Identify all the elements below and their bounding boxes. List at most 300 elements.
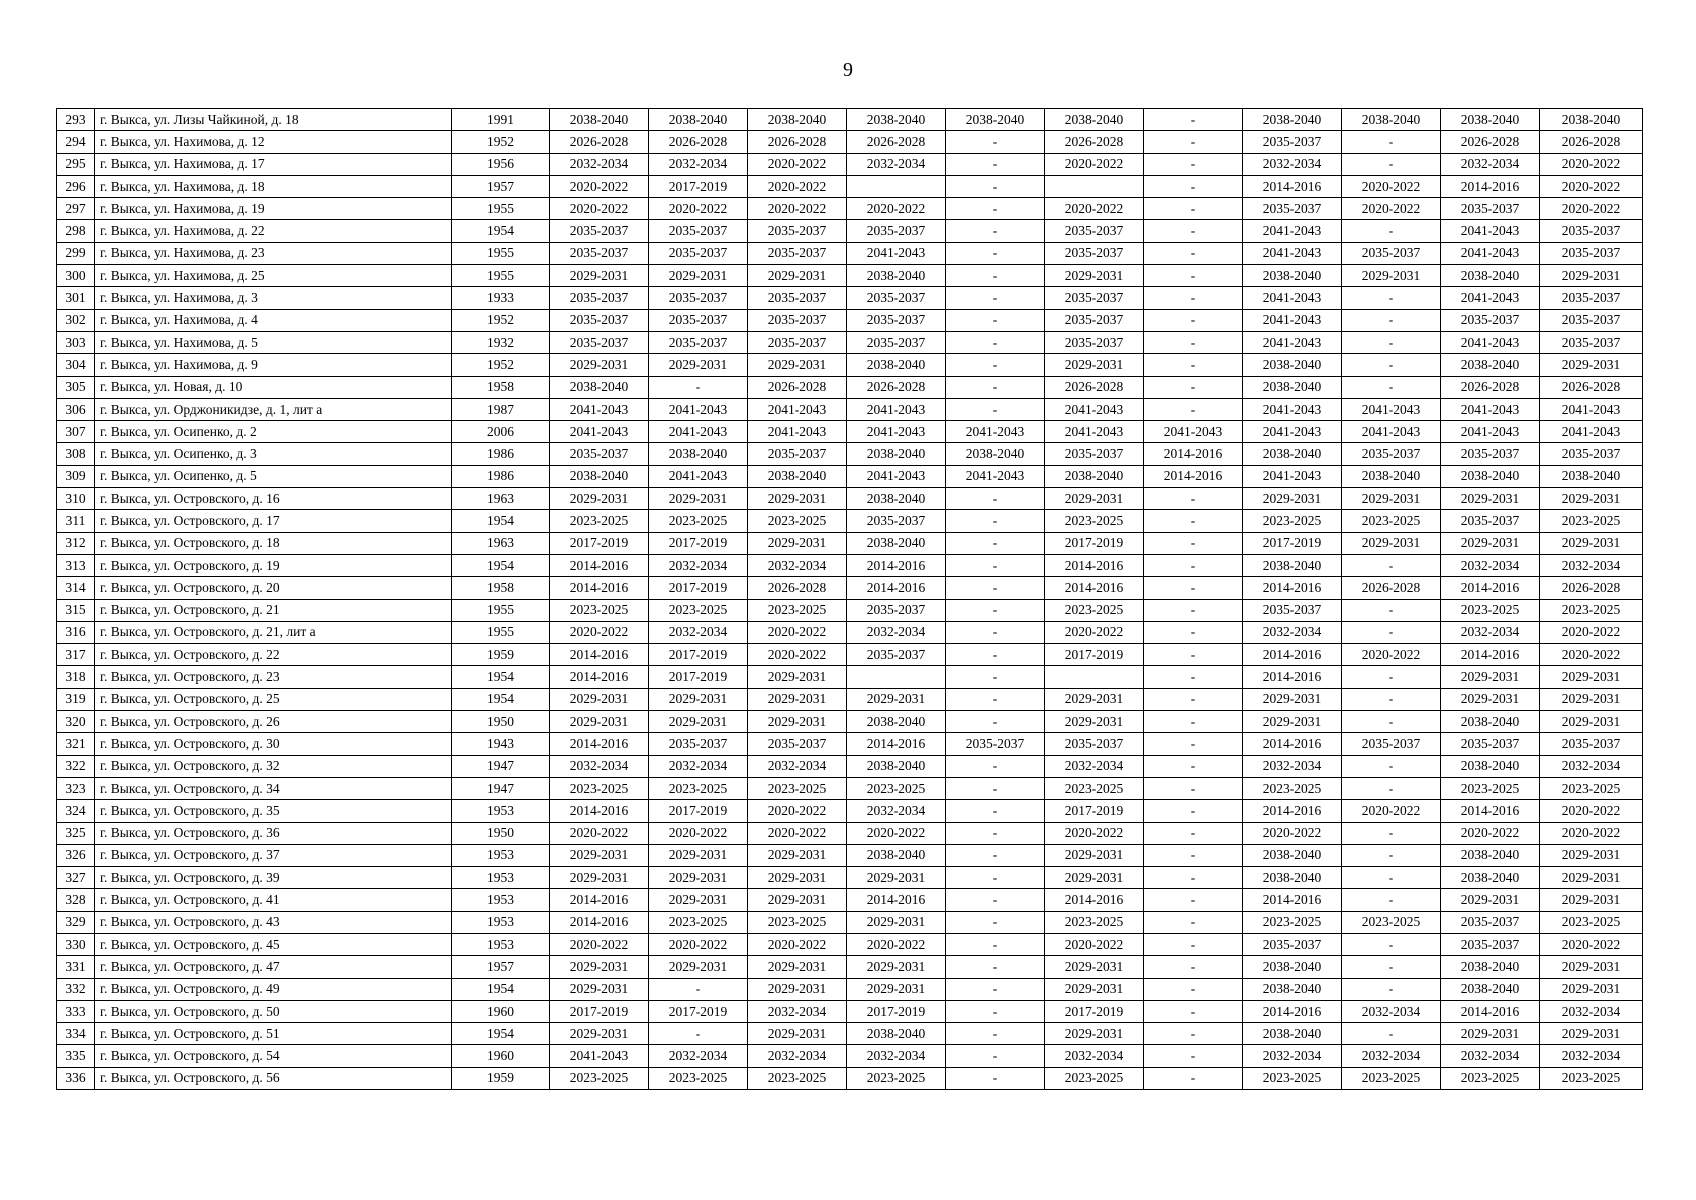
period-cell-3: 2026-2028	[748, 577, 847, 599]
period-cell-7: -	[1144, 800, 1243, 822]
period-cell-10: 2029-2031	[1441, 532, 1540, 554]
period-cell-6: 2035-2037	[1045, 287, 1144, 309]
period-cell-3: 2041-2043	[748, 398, 847, 420]
address-cell: г. Выкса, ул. Островского, д. 34	[95, 777, 452, 799]
table-row	[57, 287, 1643, 309]
period-cell-4: 2035-2037	[847, 644, 946, 666]
period-cell-9: 2020-2022	[1342, 800, 1441, 822]
period-cell-10: 2038-2040	[1441, 711, 1540, 733]
period-cell-9: 2035-2037	[1342, 733, 1441, 755]
period-cell-7: -	[1144, 287, 1243, 309]
period-cell-10: 2035-2037	[1441, 933, 1540, 955]
year-cell: 1954	[452, 666, 550, 688]
period-cell-9: -	[1342, 889, 1441, 911]
period-cell-2: 2017-2019	[649, 800, 748, 822]
period-cell-6: 2029-2031	[1045, 978, 1144, 1000]
period-cell-9: 2038-2040	[1342, 465, 1441, 487]
period-cell-11: 2029-2031	[1540, 488, 1643, 510]
period-cell-5: -	[946, 131, 1045, 153]
address-cell: г. Выкса, ул. Новая, д. 10	[95, 376, 452, 398]
period-cell-6	[1045, 175, 1144, 197]
period-cell-9: -	[1342, 220, 1441, 242]
period-cell-11: 2035-2037	[1540, 287, 1643, 309]
row-number: 329	[57, 911, 95, 933]
table-row	[57, 175, 1643, 197]
period-cell-7: -	[1144, 131, 1243, 153]
row-number: 334	[57, 1023, 95, 1045]
period-cell-3: 2032-2034	[748, 1045, 847, 1067]
period-cell-1: 2041-2043	[550, 421, 649, 443]
row-number: 303	[57, 331, 95, 353]
period-cell-11: 2023-2025	[1540, 1067, 1643, 1089]
period-cell-8: 2017-2019	[1243, 532, 1342, 554]
period-cell-2: 2023-2025	[649, 777, 748, 799]
period-cell-6: 2032-2034	[1045, 1045, 1144, 1067]
period-cell-8: 2023-2025	[1243, 1067, 1342, 1089]
period-cell-5: -	[946, 287, 1045, 309]
period-cell-11: 2023-2025	[1540, 777, 1643, 799]
period-cell-4: 2038-2040	[847, 488, 946, 510]
row-number: 309	[57, 465, 95, 487]
address-cell: г. Выкса, ул. Островского, д. 37	[95, 844, 452, 866]
period-cell-8: 2038-2040	[1243, 354, 1342, 376]
period-cell-3: 2041-2043	[748, 421, 847, 443]
period-cell-1: 2029-2031	[550, 978, 649, 1000]
period-cell-5: 2041-2043	[946, 465, 1045, 487]
period-cell-11: 2041-2043	[1540, 421, 1643, 443]
period-cell-3: 2023-2025	[748, 911, 847, 933]
period-cell-11: 2032-2034	[1540, 1000, 1643, 1022]
period-cell-3: 2020-2022	[748, 800, 847, 822]
period-cell-4: 2029-2031	[847, 956, 946, 978]
period-cell-11: 2032-2034	[1540, 554, 1643, 576]
period-cell-2: 2023-2025	[649, 911, 748, 933]
table-row	[57, 510, 1643, 532]
period-cell-5: -	[946, 488, 1045, 510]
address-cell: г. Выкса, ул. Нахимова, д. 17	[95, 153, 452, 175]
period-cell-6: 2035-2037	[1045, 309, 1144, 331]
table-row	[57, 844, 1643, 866]
period-cell-10: 2035-2037	[1441, 309, 1540, 331]
period-cell-6: 2032-2034	[1045, 755, 1144, 777]
period-cell-10: 2023-2025	[1441, 777, 1540, 799]
period-cell-4: 2041-2043	[847, 465, 946, 487]
period-cell-2: 2020-2022	[649, 198, 748, 220]
row-number: 307	[57, 421, 95, 443]
period-cell-9: 2020-2022	[1342, 198, 1441, 220]
year-cell: 1963	[452, 488, 550, 510]
address-cell: г. Выкса, ул. Островского, д. 23	[95, 666, 452, 688]
period-cell-11: 2029-2031	[1540, 666, 1643, 688]
period-cell-6: 2017-2019	[1045, 644, 1144, 666]
period-cell-10: 2041-2043	[1441, 242, 1540, 264]
period-cell-10: 2035-2037	[1441, 443, 1540, 465]
year-cell: 1959	[452, 644, 550, 666]
table-row	[57, 666, 1643, 688]
period-cell-3: 2029-2031	[748, 956, 847, 978]
period-cell-7: -	[1144, 554, 1243, 576]
period-cell-11: 2041-2043	[1540, 398, 1643, 420]
period-cell-9: -	[1342, 621, 1441, 643]
period-cell-4: 2029-2031	[847, 688, 946, 710]
period-cell-8: 2014-2016	[1243, 800, 1342, 822]
period-cell-4: 2038-2040	[847, 755, 946, 777]
period-cell-9: -	[1342, 287, 1441, 309]
period-cell-3: 2029-2031	[748, 867, 847, 889]
period-cell-7: -	[1144, 933, 1243, 955]
period-cell-7: -	[1144, 867, 1243, 889]
period-cell-3: 2035-2037	[748, 220, 847, 242]
period-cell-9: 2038-2040	[1342, 109, 1441, 131]
table-row	[57, 131, 1643, 153]
period-cell-5: 2038-2040	[946, 443, 1045, 465]
period-cell-2: 2029-2031	[649, 711, 748, 733]
period-cell-2: 2038-2040	[649, 109, 748, 131]
period-cell-11: 2029-2031	[1540, 889, 1643, 911]
period-cell-10: 2038-2040	[1441, 265, 1540, 287]
year-cell: 1952	[452, 354, 550, 376]
table-row	[57, 198, 1643, 220]
year-cell: 1958	[452, 577, 550, 599]
period-cell-6: 2020-2022	[1045, 822, 1144, 844]
period-cell-5: -	[946, 309, 1045, 331]
period-cell-10: 2032-2034	[1441, 1045, 1540, 1067]
period-cell-4: 2035-2037	[847, 287, 946, 309]
period-cell-9: 2035-2037	[1342, 443, 1441, 465]
address-cell: г. Выкса, ул. Островского, д. 30	[95, 733, 452, 755]
period-cell-9: -	[1342, 554, 1441, 576]
period-cell-8: 2038-2040	[1243, 109, 1342, 131]
period-cell-3: 2023-2025	[748, 777, 847, 799]
row-number: 323	[57, 777, 95, 799]
year-cell: 1986	[452, 465, 550, 487]
period-cell-6: 2035-2037	[1045, 220, 1144, 242]
period-cell-6: 2029-2031	[1045, 488, 1144, 510]
period-cell-11: 2029-2031	[1540, 354, 1643, 376]
period-cell-11: 2038-2040	[1540, 465, 1643, 487]
address-cell: г. Выкса, ул. Осипенко, д. 3	[95, 443, 452, 465]
year-cell: 1953	[452, 911, 550, 933]
row-number: 312	[57, 532, 95, 554]
period-cell-8: 2038-2040	[1243, 1023, 1342, 1045]
period-cell-3: 2026-2028	[748, 131, 847, 153]
address-cell: г. Выкса, ул. Осипенко, д. 2	[95, 421, 452, 443]
row-number: 335	[57, 1045, 95, 1067]
period-cell-9: -	[1342, 309, 1441, 331]
year-cell: 1986	[452, 443, 550, 465]
period-cell-11: 2029-2031	[1540, 844, 1643, 866]
period-cell-2: 2029-2031	[649, 956, 748, 978]
period-cell-3: 2032-2034	[748, 1000, 847, 1022]
period-cell-4: 2041-2043	[847, 242, 946, 264]
period-cell-2: 2032-2034	[649, 153, 748, 175]
period-cell-1: 2020-2022	[550, 621, 649, 643]
period-cell-4: 2026-2028	[847, 376, 946, 398]
period-cell-1: 2014-2016	[550, 644, 649, 666]
address-cell: г. Выкса, ул. Нахимова, д. 18	[95, 175, 452, 197]
period-cell-7: 2014-2016	[1144, 443, 1243, 465]
period-cell-5: -	[946, 153, 1045, 175]
period-cell-3: 2029-2031	[748, 1023, 847, 1045]
period-cell-8: 2041-2043	[1243, 331, 1342, 353]
period-cell-3: 2023-2025	[748, 510, 847, 532]
period-cell-6: 2029-2031	[1045, 688, 1144, 710]
period-cell-8: 2029-2031	[1243, 711, 1342, 733]
period-cell-11: 2023-2025	[1540, 599, 1643, 621]
period-cell-7: -	[1144, 621, 1243, 643]
period-cell-5: -	[946, 220, 1045, 242]
period-cell-11: 2020-2022	[1540, 933, 1643, 955]
period-cell-9: -	[1342, 822, 1441, 844]
period-cell-9: -	[1342, 777, 1441, 799]
period-cell-6: 2029-2031	[1045, 867, 1144, 889]
period-cell-6: 2038-2040	[1045, 465, 1144, 487]
period-cell-5: -	[946, 911, 1045, 933]
period-cell-5: -	[946, 577, 1045, 599]
address-cell: г. Выкса, ул. Осипенко, д. 5	[95, 465, 452, 487]
period-cell-5: -	[946, 398, 1045, 420]
period-cell-4: 2014-2016	[847, 889, 946, 911]
period-cell-6: 2017-2019	[1045, 800, 1144, 822]
period-cell-9: -	[1342, 844, 1441, 866]
period-cell-3: 2020-2022	[748, 198, 847, 220]
year-cell: 1955	[452, 242, 550, 264]
period-cell-8: 2014-2016	[1243, 889, 1342, 911]
period-cell-9: -	[1342, 933, 1441, 955]
period-cell-11: 2032-2034	[1540, 755, 1643, 777]
row-number: 324	[57, 800, 95, 822]
period-cell-8: 2014-2016	[1243, 666, 1342, 688]
period-cell-10: 2038-2040	[1441, 354, 1540, 376]
row-number: 320	[57, 711, 95, 733]
period-cell-6: 2014-2016	[1045, 577, 1144, 599]
period-cell-7: -	[1144, 510, 1243, 532]
period-cell-7: -	[1144, 978, 1243, 1000]
year-cell: 1952	[452, 309, 550, 331]
period-cell-1: 2029-2031	[550, 956, 649, 978]
period-cell-11: 2023-2025	[1540, 911, 1643, 933]
period-cell-10: 2041-2043	[1441, 287, 1540, 309]
period-cell-4: 2035-2037	[847, 220, 946, 242]
period-cell-9: 2020-2022	[1342, 175, 1441, 197]
period-cell-6: 2029-2031	[1045, 956, 1144, 978]
period-cell-4: 2035-2037	[847, 599, 946, 621]
period-cell-2: 2029-2031	[649, 354, 748, 376]
period-cell-1: 2020-2022	[550, 175, 649, 197]
period-cell-1: 2032-2034	[550, 755, 649, 777]
period-cell-7: -	[1144, 1067, 1243, 1089]
period-cell-10: 2038-2040	[1441, 109, 1540, 131]
period-cell-2: 2029-2031	[649, 688, 748, 710]
period-cell-11: 2032-2034	[1540, 1045, 1643, 1067]
period-cell-3: 2032-2034	[748, 755, 847, 777]
row-number: 314	[57, 577, 95, 599]
period-cell-2: 2029-2031	[649, 265, 748, 287]
period-cell-7: -	[1144, 488, 1243, 510]
period-cell-11: 2020-2022	[1540, 644, 1643, 666]
period-cell-10: 2014-2016	[1441, 800, 1540, 822]
period-cell-9: 2023-2025	[1342, 1067, 1441, 1089]
period-cell-10: 2038-2040	[1441, 465, 1540, 487]
period-cell-1: 2038-2040	[550, 376, 649, 398]
period-cell-6: 2023-2025	[1045, 911, 1144, 933]
period-cell-4: 2026-2028	[847, 131, 946, 153]
period-cell-6: 2014-2016	[1045, 554, 1144, 576]
period-cell-11: 2035-2037	[1540, 242, 1643, 264]
year-cell: 1954	[452, 220, 550, 242]
period-cell-4: 2023-2025	[847, 1067, 946, 1089]
table-row	[57, 800, 1643, 822]
address-cell: г. Выкса, ул. Орджоникидзе, д. 1, лит а	[95, 398, 452, 420]
row-number: 300	[57, 265, 95, 287]
period-cell-7: -	[1144, 755, 1243, 777]
table-row	[57, 688, 1643, 710]
year-cell: 1956	[452, 153, 550, 175]
period-cell-10: 2032-2034	[1441, 554, 1540, 576]
address-cell: г. Выкса, ул. Островского, д. 36	[95, 822, 452, 844]
period-cell-5: -	[946, 844, 1045, 866]
period-cell-8: 2014-2016	[1243, 644, 1342, 666]
period-cell-8: 2035-2037	[1243, 933, 1342, 955]
address-cell: г. Выкса, ул. Островского, д. 45	[95, 933, 452, 955]
period-cell-3: 2023-2025	[748, 599, 847, 621]
address-cell: г. Выкса, ул. Лизы Чайкиной, д. 18	[95, 109, 452, 131]
period-cell-7: -	[1144, 153, 1243, 175]
period-cell-4: 2035-2037	[847, 510, 946, 532]
address-cell: г. Выкса, ул. Островского, д. 22	[95, 644, 452, 666]
period-cell-8: 2041-2043	[1243, 421, 1342, 443]
address-cell: г. Выкса, ул. Нахимова, д. 25	[95, 265, 452, 287]
period-cell-5: -	[946, 978, 1045, 1000]
address-cell: г. Выкса, ул. Нахимова, д. 22	[95, 220, 452, 242]
period-cell-8: 2014-2016	[1243, 577, 1342, 599]
period-cell-10: 2032-2034	[1441, 621, 1540, 643]
period-cell-10: 2029-2031	[1441, 688, 1540, 710]
row-number: 318	[57, 666, 95, 688]
period-cell-8: 2020-2022	[1243, 822, 1342, 844]
period-cell-11: 2029-2031	[1540, 978, 1643, 1000]
period-cell-5: -	[946, 510, 1045, 532]
period-cell-8: 2041-2043	[1243, 398, 1342, 420]
period-cell-4: 2014-2016	[847, 577, 946, 599]
period-cell-1: 2017-2019	[550, 532, 649, 554]
period-cell-6: 2029-2031	[1045, 844, 1144, 866]
year-cell: 1960	[452, 1000, 550, 1022]
period-cell-5: -	[946, 1000, 1045, 1022]
table-row	[57, 733, 1643, 755]
period-cell-1: 2014-2016	[550, 889, 649, 911]
table-row	[57, 354, 1643, 376]
period-cell-3: 2029-2031	[748, 265, 847, 287]
address-cell: г. Выкса, ул. Островского, д. 49	[95, 978, 452, 1000]
period-cell-3: 2035-2037	[748, 443, 847, 465]
address-cell: г. Выкса, ул. Островского, д. 41	[95, 889, 452, 911]
period-cell-8: 2038-2040	[1243, 376, 1342, 398]
period-cell-7: -	[1144, 733, 1243, 755]
period-cell-1: 2014-2016	[550, 733, 649, 755]
period-cell-11: 2029-2031	[1540, 265, 1643, 287]
period-cell-6: 2023-2025	[1045, 599, 1144, 621]
period-cell-6: 2014-2016	[1045, 889, 1144, 911]
period-cell-2: 2023-2025	[649, 599, 748, 621]
period-cell-10: 2014-2016	[1441, 175, 1540, 197]
period-cell-10: 2029-2031	[1441, 889, 1540, 911]
period-cell-5: -	[946, 777, 1045, 799]
address-cell: г. Выкса, ул. Островского, д. 26	[95, 711, 452, 733]
period-cell-7: -	[1144, 265, 1243, 287]
period-cell-6: 2017-2019	[1045, 1000, 1144, 1022]
period-cell-3: 2020-2022	[748, 621, 847, 643]
period-cell-3: 2020-2022	[748, 153, 847, 175]
period-cell-4: 2038-2040	[847, 711, 946, 733]
row-number: 311	[57, 510, 95, 532]
period-cell-8: 2035-2037	[1243, 198, 1342, 220]
table-body	[57, 109, 1643, 1090]
period-cell-2: 2041-2043	[649, 465, 748, 487]
period-cell-7: -	[1144, 1045, 1243, 1067]
period-cell-7: -	[1144, 532, 1243, 554]
period-cell-7: -	[1144, 822, 1243, 844]
period-cell-3: 2029-2031	[748, 666, 847, 688]
period-cell-6: 2020-2022	[1045, 198, 1144, 220]
table-row	[57, 465, 1643, 487]
period-cell-10: 2020-2022	[1441, 822, 1540, 844]
period-cell-9: -	[1342, 131, 1441, 153]
year-cell: 1955	[452, 599, 550, 621]
address-cell: г. Выкса, ул. Нахимова, д. 5	[95, 331, 452, 353]
address-cell: г. Выкса, ул. Нахимова, д. 23	[95, 242, 452, 264]
period-cell-3: 2020-2022	[748, 822, 847, 844]
period-cell-2: 2032-2034	[649, 554, 748, 576]
period-cell-3: 2029-2031	[748, 844, 847, 866]
period-cell-4: 2023-2025	[847, 777, 946, 799]
table-row	[57, 644, 1643, 666]
period-cell-3: 2023-2025	[748, 1067, 847, 1089]
period-cell-9: 2041-2043	[1342, 421, 1441, 443]
table-row	[57, 1023, 1643, 1045]
period-cell-9: -	[1342, 711, 1441, 733]
row-number: 315	[57, 599, 95, 621]
period-cell-1: 2029-2031	[550, 1023, 649, 1045]
period-cell-4: 2032-2034	[847, 1045, 946, 1067]
row-number: 336	[57, 1067, 95, 1089]
period-cell-2: 2017-2019	[649, 1000, 748, 1022]
period-cell-11: 2029-2031	[1540, 688, 1643, 710]
row-number: 299	[57, 242, 95, 264]
period-cell-6: 2017-2019	[1045, 532, 1144, 554]
period-cell-10: 2035-2037	[1441, 510, 1540, 532]
table-row	[57, 488, 1643, 510]
table-row	[57, 443, 1643, 465]
period-cell-5: -	[946, 755, 1045, 777]
table-row	[57, 109, 1643, 131]
period-cell-9: 2029-2031	[1342, 488, 1441, 510]
row-number: 327	[57, 867, 95, 889]
period-cell-1: 2029-2031	[550, 867, 649, 889]
year-cell: 1950	[452, 822, 550, 844]
period-cell-8: 2038-2040	[1243, 867, 1342, 889]
period-cell-8: 2032-2034	[1243, 621, 1342, 643]
period-cell-9: -	[1342, 354, 1441, 376]
row-number: 333	[57, 1000, 95, 1022]
period-cell-7: -	[1144, 956, 1243, 978]
period-cell-9: 2029-2031	[1342, 265, 1441, 287]
period-cell-9: -	[1342, 956, 1441, 978]
address-cell: г. Выкса, ул. Островского, д. 20	[95, 577, 452, 599]
schedule-table	[56, 108, 1643, 1090]
year-cell: 1955	[452, 621, 550, 643]
address-cell: г. Выкса, ул. Островского, д. 50	[95, 1000, 452, 1022]
